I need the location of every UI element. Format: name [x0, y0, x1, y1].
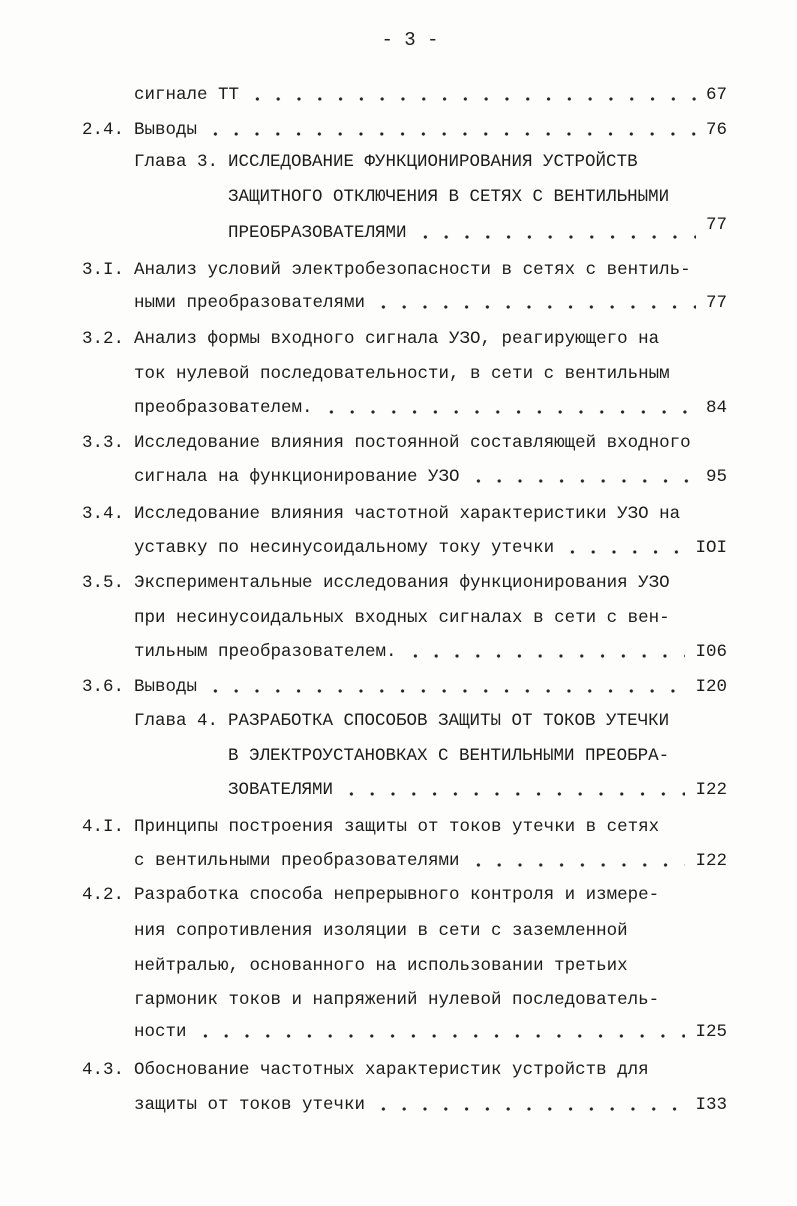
toc-entry-text: Анализ условий электробезопасности в сетях с вентиль-	[134, 260, 691, 280]
toc-chapter-title: РАЗРАБОТКА СПОСОБОВ ЗАЩИТЫ ОТ ТОКОВ УТЕЧКИ	[228, 711, 670, 731]
toc-line	[134, 80, 727, 110]
toc-entry-text: с вентильными преобразователями	[134, 851, 460, 871]
dot-leader	[205, 672, 685, 702]
toc-entry-number: 4.3.	[82, 1060, 125, 1080]
toc-chapter-title: В ЭЛЕКТРОУСТАНОВКАХ С ВЕНТИЛЬНЫМИ ПРЕОБРА-	[228, 746, 670, 766]
toc-page-number: I33	[695, 1095, 727, 1115]
toc-entry-number: 3.3.	[82, 433, 125, 453]
dot-leader	[468, 846, 686, 876]
toc-page-number: 77	[705, 215, 727, 235]
toc-page-number: 95	[705, 467, 727, 487]
toc-entry-text: нейтралью, основанного на использовании третьих	[134, 956, 628, 976]
dot-leader	[405, 637, 686, 667]
toc-entry-text: Экспериментальные исследования функционирования УЗО	[134, 573, 670, 593]
toc-line	[134, 288, 727, 318]
toc-page-number: 77	[705, 293, 727, 313]
toc-page-number: IOI	[695, 538, 727, 558]
toc-line	[228, 215, 727, 248]
toc-entry-number: 3.4.	[82, 504, 125, 524]
toc-chapter-title: ИССЛЕДОВАНИЕ ФУНКЦИОНИРОВАНИЯ УСТРОЙСТВ	[228, 152, 638, 172]
toc-entry-text: сигнале ТТ	[134, 85, 240, 105]
toc-entry-text: тильным преобразователем.	[134, 642, 397, 662]
toc-entry-text: Обоснование частотных характеристик устройств для	[134, 1060, 649, 1080]
dot-leader	[373, 288, 696, 318]
dot-leader	[195, 1017, 686, 1047]
toc-line	[134, 462, 727, 492]
toc-line	[134, 1017, 727, 1047]
toc-entry-text: уставку по несинусоидальному току утечки	[134, 538, 555, 558]
toc-page-number: I20	[695, 677, 727, 697]
toc-line	[134, 393, 727, 423]
toc-line	[134, 846, 727, 876]
toc-entry-text: гармоник токов и напряжений нулевой последователь-	[134, 990, 660, 1010]
dot-leader	[247, 80, 696, 110]
toc-entry-text: Анализ формы входного сигнала УЗО, реагирующего на	[134, 329, 660, 349]
dot-leader	[321, 393, 696, 423]
toc-entry-text: Разработка способа непрерывного контроля и измере-	[134, 885, 660, 905]
toc-entry-text: при несинусоидальных входных сигналах в сети с вен-	[134, 608, 670, 628]
toc-entry-text: защиты от токов утечки	[134, 1095, 366, 1115]
page-number-header: - 3 -	[381, 29, 439, 51]
dot-leader	[468, 462, 696, 492]
dot-leader	[562, 533, 685, 563]
dot-leader	[341, 775, 685, 805]
toc-page-number: 67	[705, 85, 727, 105]
toc-entry-text: Принципы построения защиты от токов утечки в сетях	[134, 817, 660, 837]
toc-entry-text: Выводы	[134, 677, 198, 697]
toc-entry-number: 4.I.	[82, 817, 125, 837]
toc-entry-number: 3.6.	[82, 677, 125, 697]
toc-chapter-title: ЗОВАТЕЛЯМИ	[228, 780, 334, 800]
dot-leader	[373, 1090, 685, 1120]
dot-leader	[205, 115, 696, 145]
toc-entry-text: ности	[134, 1022, 187, 1042]
toc-page-number: 76	[705, 120, 727, 140]
toc-chapter-label: Глава 3.	[134, 152, 219, 172]
toc-entry-text: ток нулевой последовательности, в сети с вентильным	[134, 364, 670, 384]
toc-entry-number: 2.4.	[82, 120, 125, 140]
toc-entry-text: ными преобразователями	[134, 293, 366, 313]
toc-page-number: I22	[695, 780, 727, 800]
toc-entry-text: сигнала на функционирование УЗО	[134, 467, 460, 487]
toc-chapter-title: ЗАЩИТНОГО ОТКЛЮЧЕНИЯ В СЕТЯХ С ВЕНТИЛЬНЫМИ	[228, 187, 670, 207]
toc-entry-text: Исследование влияния частотной характеристики УЗО на	[134, 504, 681, 524]
toc-page-number: I25	[695, 1022, 727, 1042]
toc-line	[134, 672, 727, 702]
toc-entry-number: 3.2.	[82, 329, 125, 349]
toc-page-number: I22	[695, 851, 727, 871]
toc-entry-number: 4.2.	[82, 885, 125, 905]
dot-leader	[415, 218, 696, 248]
toc-entry-text: преобразователем.	[134, 398, 313, 418]
toc-page-number: 84	[705, 398, 727, 418]
toc-page-number: I06	[695, 642, 727, 662]
toc-chapter-label: Глава 4.	[134, 711, 219, 731]
toc-line	[134, 1090, 727, 1120]
toc-entry-text: Выводы	[134, 120, 198, 140]
toc-line	[134, 115, 727, 145]
toc-line	[228, 775, 727, 805]
toc-entry-text: Исследование влияния постоянной составляющей входного	[134, 433, 691, 453]
toc-entry-text: ния сопротивления изоляции в сети с заземленной	[134, 921, 628, 941]
toc-line	[134, 637, 727, 667]
toc-chapter-title: ПРЕОБРАЗОВАТЕЛЯМИ	[228, 223, 407, 243]
toc-line	[134, 533, 727, 563]
toc-entry-number: 3.5.	[82, 573, 125, 593]
toc-entry-number: 3.I.	[82, 260, 125, 280]
